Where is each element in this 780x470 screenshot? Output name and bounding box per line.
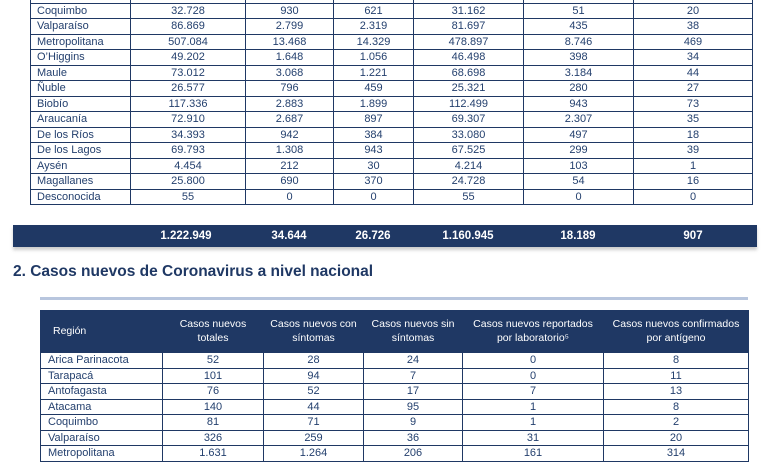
- region-cell: Arica Parinacota: [41, 353, 163, 369]
- value-cell: 3.184: [524, 65, 634, 81]
- region-cell: De los Ríos: [31, 127, 131, 143]
- region-cell: Metropolitana: [41, 446, 163, 462]
- value-cell: 161: [463, 446, 604, 462]
- value-cell: 326: [163, 430, 264, 446]
- value-cell: 71: [264, 415, 364, 431]
- value-cell: 2.883: [246, 96, 334, 112]
- value-cell: 20: [604, 430, 749, 446]
- value-cell: 0: [334, 189, 414, 205]
- column-header-nuevos-totales: Casos nuevos totales: [163, 311, 264, 353]
- value-cell: 8.746: [524, 34, 634, 50]
- value-cell: 0: [524, 189, 634, 205]
- value-cell: 1.899: [334, 96, 414, 112]
- value-cell: 796: [246, 81, 334, 97]
- region-cell: De los Lagos: [31, 143, 131, 159]
- value-cell: 478.897: [414, 34, 524, 50]
- value-cell: 16: [634, 174, 753, 190]
- value-cell: 2: [604, 415, 749, 431]
- value-cell: 39: [634, 143, 753, 159]
- column-header-por-antigeno: Casos nuevos confirmados por antígeno: [604, 311, 749, 353]
- total-value: 1.160.945: [442, 230, 494, 242]
- table-row: [31, 143, 753, 159]
- new-cases-body: [41, 353, 749, 462]
- column-header-con-sintomas: Casos nuevos con síntomas: [264, 311, 364, 353]
- total-value: 34.644: [271, 230, 307, 242]
- value-cell: 35: [634, 112, 753, 128]
- total-value: 26.726: [355, 230, 391, 242]
- value-cell: 18: [634, 127, 753, 143]
- value-cell: 690: [246, 174, 334, 190]
- value-cell: 259: [264, 430, 364, 446]
- section-heading: 2. Casos nuevos de Coronavirus a nivel nacional: [13, 263, 374, 280]
- value-cell: 32.728: [131, 3, 246, 19]
- region-cell: Biobío: [31, 96, 131, 112]
- table-row: [31, 158, 753, 174]
- value-cell: 95: [364, 399, 463, 415]
- table-row: [31, 19, 753, 35]
- value-cell: 8: [604, 353, 749, 369]
- value-cell: 34.393: [131, 127, 246, 143]
- table-row: [41, 399, 749, 415]
- value-cell: 38: [634, 19, 753, 35]
- column-header-por-laboratorio: Casos nuevos reportados por laboratorio⁵: [463, 311, 604, 353]
- value-cell: 76: [163, 384, 264, 400]
- region-cell: Valparaíso: [41, 430, 163, 446]
- region-cell: Coquimbo: [41, 415, 163, 431]
- value-cell: 0: [634, 189, 753, 205]
- value-cell: 384: [334, 127, 414, 143]
- value-cell: 621: [334, 3, 414, 19]
- value-cell: 459: [334, 81, 414, 97]
- column-header-region: Región: [41, 311, 163, 353]
- value-cell: 44: [264, 399, 364, 415]
- column-header-sin-sintomas: Casos nuevos sin síntomas: [364, 311, 463, 353]
- value-cell: 103: [524, 158, 634, 174]
- value-cell: 7: [463, 384, 604, 400]
- value-cell: 1: [634, 158, 753, 174]
- value-cell: 897: [334, 112, 414, 128]
- value-cell: 72.910: [131, 112, 246, 128]
- new-cases-table: [40, 310, 749, 462]
- table-row: [41, 384, 749, 400]
- value-cell: 25.800: [131, 174, 246, 190]
- value-cell: 1: [463, 399, 604, 415]
- value-cell: 212: [246, 158, 334, 174]
- value-cell: 55: [414, 189, 524, 205]
- value-cell: 81: [163, 415, 264, 431]
- value-cell: 54: [524, 174, 634, 190]
- value-cell: 94: [264, 368, 364, 384]
- region-cell: Antofagasta: [41, 384, 163, 400]
- value-cell: 117.336: [131, 96, 246, 112]
- value-cell: 1.648: [246, 50, 334, 66]
- table-row: [31, 50, 753, 66]
- region-cell: Desconocida: [31, 189, 131, 205]
- table1-totals-row: [13, 225, 757, 247]
- value-cell: 1.056: [334, 50, 414, 66]
- value-cell: 13: [604, 384, 749, 400]
- value-cell: 52: [264, 384, 364, 400]
- value-cell: 140: [163, 399, 264, 415]
- value-cell: 11: [604, 368, 749, 384]
- value-cell: 31: [463, 430, 604, 446]
- value-cell: 112.499: [414, 96, 524, 112]
- table-row: [31, 3, 753, 19]
- value-cell: 52: [163, 353, 264, 369]
- value-cell: 24.728: [414, 174, 524, 190]
- value-cell: 2.799: [246, 19, 334, 35]
- value-cell: 51: [524, 3, 634, 19]
- value-cell: 943: [524, 96, 634, 112]
- value-cell: 4.214: [414, 158, 524, 174]
- header-row: [41, 311, 749, 353]
- value-cell: 46.498: [414, 50, 524, 66]
- divider-line: [40, 297, 748, 300]
- table-row: [31, 174, 753, 190]
- value-cell: 469: [634, 34, 753, 50]
- region-cell: Maule: [31, 65, 131, 81]
- table-row: [41, 415, 749, 431]
- table-row: [31, 34, 753, 50]
- value-cell: 30: [334, 158, 414, 174]
- value-cell: 943: [334, 143, 414, 159]
- value-cell: 20: [634, 3, 753, 19]
- table-row: [41, 446, 749, 462]
- total-value: 18.189: [560, 230, 596, 242]
- value-cell: 2.319: [334, 19, 414, 35]
- value-cell: 1.221: [334, 65, 414, 81]
- region-cell: Atacama: [41, 399, 163, 415]
- table-row: [31, 112, 753, 128]
- value-cell: 49.202: [131, 50, 246, 66]
- value-cell: 67.525: [414, 143, 524, 159]
- table-row: [31, 96, 753, 112]
- total-value: 1.222.949: [160, 230, 212, 242]
- value-cell: 81.697: [414, 19, 524, 35]
- region-cell: Coquimbo: [31, 3, 131, 19]
- value-cell: 73.012: [131, 65, 246, 81]
- value-cell: 1.264: [264, 446, 364, 462]
- region-cell: Tarapacá: [41, 368, 163, 384]
- value-cell: 930: [246, 3, 334, 19]
- value-cell: 25.321: [414, 81, 524, 97]
- total-value: 907: [683, 230, 703, 242]
- accumulated-cases-table: [30, 0, 753, 205]
- value-cell: 31.162: [414, 3, 524, 19]
- value-cell: 44: [634, 65, 753, 81]
- table-row: [31, 189, 753, 205]
- value-cell: 33.080: [414, 127, 524, 143]
- value-cell: 435: [524, 19, 634, 35]
- value-cell: 34: [634, 50, 753, 66]
- value-cell: 0: [463, 353, 604, 369]
- value-cell: 2.307: [524, 112, 634, 128]
- value-cell: 942: [246, 127, 334, 143]
- value-cell: 4.454: [131, 158, 246, 174]
- value-cell: 0: [463, 368, 604, 384]
- value-cell: 101: [163, 368, 264, 384]
- value-cell: 280: [524, 81, 634, 97]
- value-cell: 1.631: [163, 446, 264, 462]
- value-cell: 7: [364, 368, 463, 384]
- value-cell: 69.307: [414, 112, 524, 128]
- table-row: [31, 65, 753, 81]
- value-cell: 3.068: [246, 65, 334, 81]
- value-cell: 24: [364, 353, 463, 369]
- table-row: [41, 430, 749, 446]
- value-cell: 497: [524, 127, 634, 143]
- value-cell: 55: [131, 189, 246, 205]
- value-cell: 1: [463, 415, 604, 431]
- new-cases-header: [41, 311, 749, 353]
- value-cell: 314: [604, 446, 749, 462]
- table-row: [41, 353, 749, 369]
- region-cell: Aysén: [31, 158, 131, 174]
- region-cell: O’Higgins: [31, 50, 131, 66]
- value-cell: 9: [364, 415, 463, 431]
- table-row: [41, 368, 749, 384]
- value-cell: 69.793: [131, 143, 246, 159]
- accumulated-cases-body: [31, 0, 753, 205]
- value-cell: 14.329: [334, 34, 414, 50]
- value-cell: 299: [524, 143, 634, 159]
- value-cell: 73: [634, 96, 753, 112]
- value-cell: 206: [364, 446, 463, 462]
- value-cell: 13.468: [246, 34, 334, 50]
- value-cell: 68.698: [414, 65, 524, 81]
- value-cell: 370: [334, 174, 414, 190]
- value-cell: 17: [364, 384, 463, 400]
- value-cell: 36: [364, 430, 463, 446]
- value-cell: 0: [246, 189, 334, 205]
- region-cell: Valparaíso: [31, 19, 131, 35]
- value-cell: 86.869: [131, 19, 246, 35]
- value-cell: 507.084: [131, 34, 246, 50]
- value-cell: 1.308: [246, 143, 334, 159]
- table-row: [31, 127, 753, 143]
- table-row: [31, 81, 753, 97]
- value-cell: 26.577: [131, 81, 246, 97]
- region-cell: Araucanía: [31, 112, 131, 128]
- value-cell: 8: [604, 399, 749, 415]
- region-cell: Magallanes: [31, 174, 131, 190]
- value-cell: 2.687: [246, 112, 334, 128]
- region-cell: Metropolitana: [31, 34, 131, 50]
- value-cell: 27: [634, 81, 753, 97]
- value-cell: 28: [264, 353, 364, 369]
- value-cell: 398: [524, 50, 634, 66]
- region-cell: Ñuble: [31, 81, 131, 97]
